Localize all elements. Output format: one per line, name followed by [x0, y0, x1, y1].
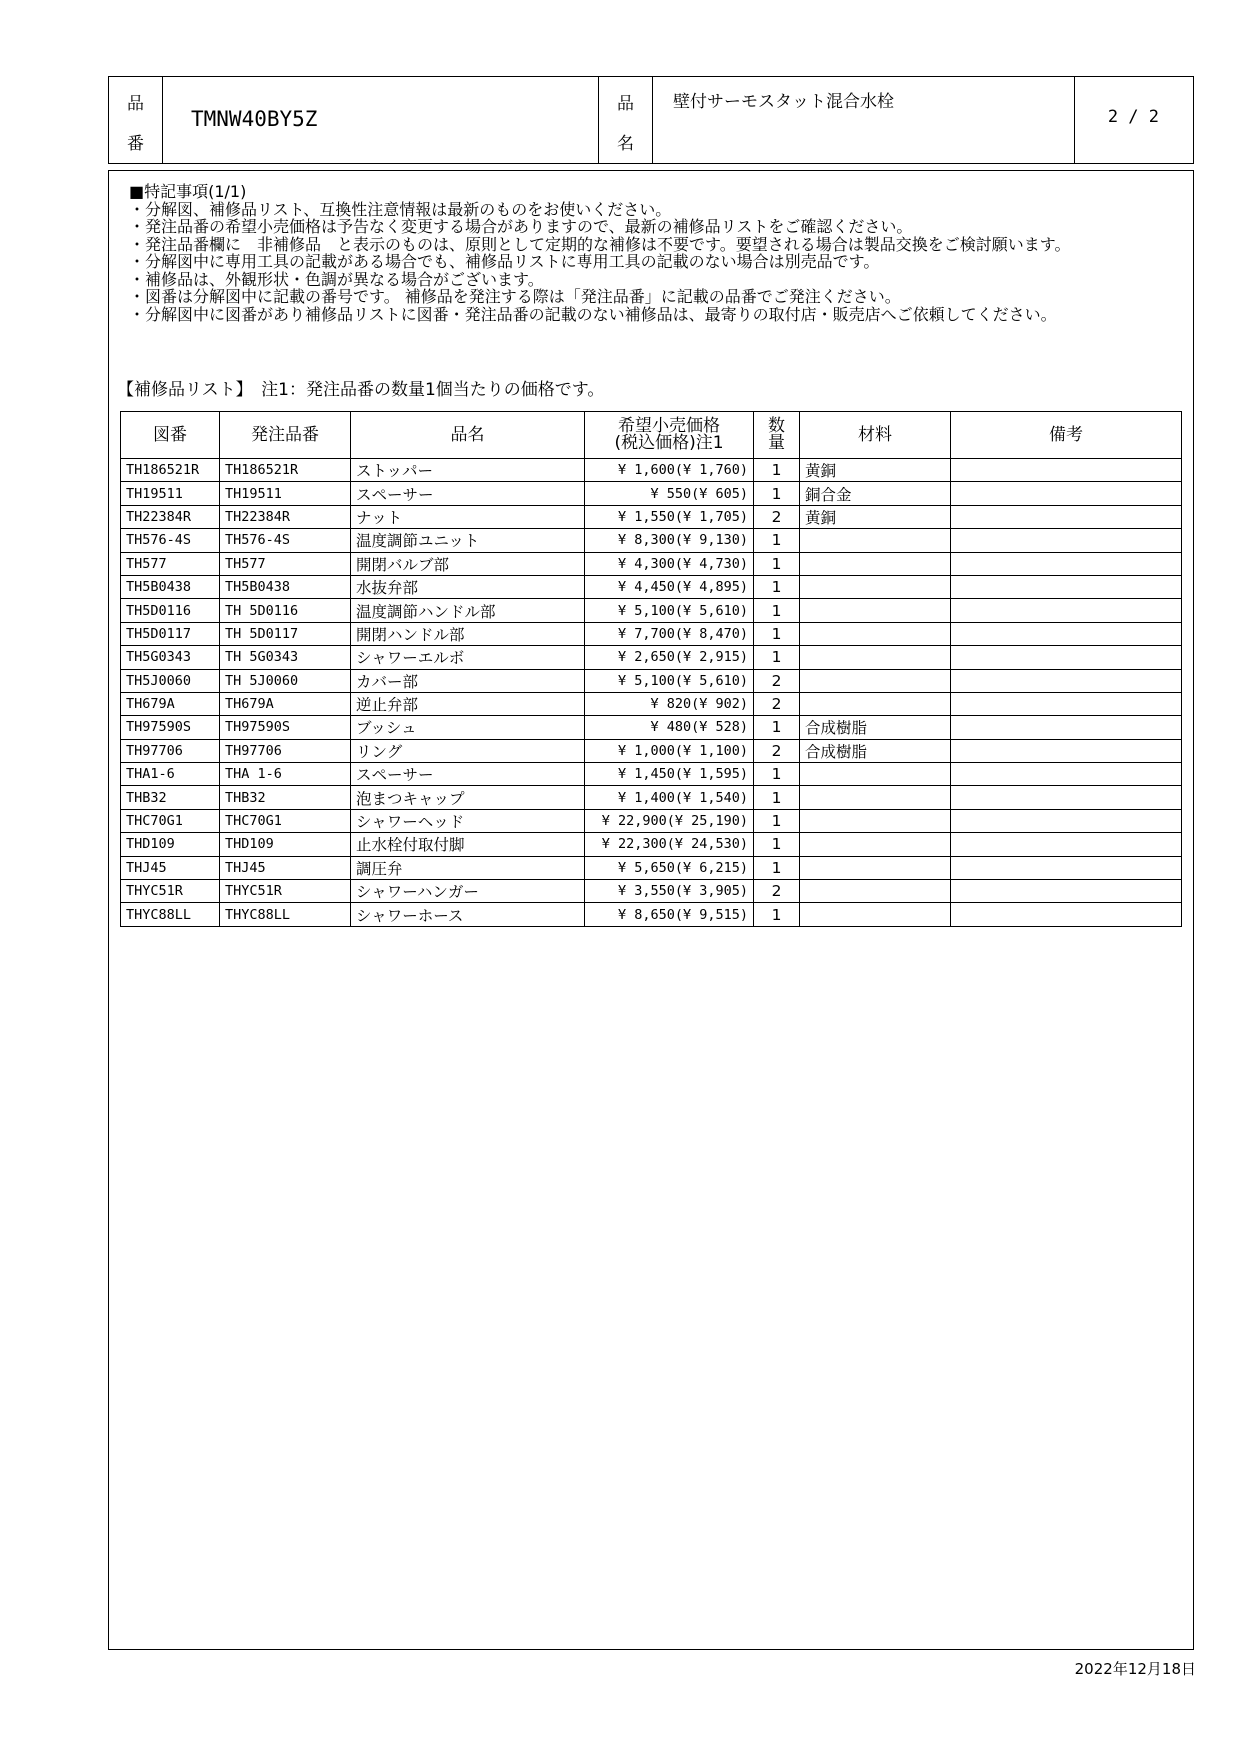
table-row [121, 459, 1182, 482]
cell-qty: 1 [754, 786, 800, 809]
cell-price: ¥ 820(¥ 902) [585, 692, 754, 715]
cell-material [800, 552, 951, 575]
cell-fig: TH22384R [121, 505, 220, 528]
cell-order: TH5B0438 [220, 575, 351, 598]
table-row [121, 692, 1182, 715]
cell-price: ¥ 4,300(¥ 4,730) [585, 552, 754, 575]
cell-material [800, 669, 951, 692]
cell-remarks [951, 505, 1182, 528]
cell-qty: 2 [754, 739, 800, 762]
note-line: ・補修品は、外観形状・色調が異なる場合がございます。 [129, 269, 544, 289]
cell-qty: 1 [754, 903, 800, 926]
cell-price: ¥ 5,100(¥ 5,610) [585, 669, 754, 692]
cell-order: TH97590S [220, 716, 351, 739]
col-remarks: 備考 [951, 412, 1182, 459]
table-row [121, 669, 1182, 692]
cell-name: 調圧弁 [351, 856, 585, 879]
cell-material [800, 622, 951, 645]
cell-remarks [951, 646, 1182, 669]
table-row [121, 482, 1182, 505]
cell-name: 泡まつキャップ [351, 786, 585, 809]
cell-material [800, 599, 951, 622]
cell-qty: 2 [754, 505, 800, 528]
cell-material [800, 809, 951, 832]
cell-fig: TH5D0116 [121, 599, 220, 622]
cell-order: THB32 [220, 786, 351, 809]
cell-order: THA 1-6 [220, 763, 351, 786]
table-row [121, 739, 1182, 762]
cell-order: THD109 [220, 833, 351, 856]
cell-fig: TH5G0343 [121, 646, 220, 669]
cell-price: ¥ 8,300(¥ 9,130) [585, 529, 754, 552]
cell-name: シャワーエルボ [351, 646, 585, 669]
col-name: 品名 [351, 412, 585, 459]
product-code-cell [163, 77, 599, 163]
cell-fig: TH186521R [121, 459, 220, 482]
cell-fig: THYC51R [121, 880, 220, 903]
footer-date: 2022年12月18日 [1074, 1660, 1196, 1678]
cell-price: ¥ 4,450(¥ 4,895) [585, 575, 754, 598]
cell-qty: 1 [754, 646, 800, 669]
table-row [121, 505, 1182, 528]
cell-fig: TH576-4S [121, 529, 220, 552]
cell-name: 温度調節ユニット [351, 529, 585, 552]
cell-price: ¥ 2,650(¥ 2,915) [585, 646, 754, 669]
note-line: ・分解図中に図番があり補修品リストに図番・発注品番の記載のない補修品は、最寄りの取付店・販売店へご依頼してください。 [129, 304, 1057, 324]
cell-order: TH19511 [220, 482, 351, 505]
cell-material [800, 903, 951, 926]
cell-qty: 1 [754, 529, 800, 552]
cell-material: 黄銅 [800, 505, 951, 528]
cell-name: シャワーホース [351, 903, 585, 926]
table-row [121, 599, 1182, 622]
cell-fig: TH679A [121, 692, 220, 715]
cell-material [800, 763, 951, 786]
table-row [121, 880, 1182, 903]
cell-qty: 1 [754, 459, 800, 482]
col-price-line2: (税込価格)注1 [614, 433, 724, 453]
cell-order: TH577 [220, 552, 351, 575]
cell-name: スペーサー [351, 482, 585, 505]
cell-name: 開閉ハンドル部 [351, 622, 585, 645]
table-row [121, 856, 1182, 879]
cell-remarks [951, 529, 1182, 552]
cell-material [800, 692, 951, 715]
cell-order: THYC51R [220, 880, 351, 903]
cell-price: ¥ 1,450(¥ 1,595) [585, 763, 754, 786]
cell-qty: 1 [754, 622, 800, 645]
cell-name: 逆止弁部 [351, 692, 585, 715]
cell-material [800, 833, 951, 856]
cell-material [800, 856, 951, 879]
table-row [121, 786, 1182, 809]
col-qty [754, 412, 800, 459]
cell-material [800, 529, 951, 552]
cell-order: TH186521R [220, 459, 351, 482]
cell-remarks [951, 692, 1182, 715]
notes-title: ■特記事項(1/1) [129, 182, 247, 201]
cell-remarks [951, 856, 1182, 879]
cell-order: TH576-4S [220, 529, 351, 552]
cell-order: THC70G1 [220, 809, 351, 832]
cell-remarks [951, 552, 1182, 575]
cell-material: 合成樹脂 [800, 716, 951, 739]
cell-material: 銅合金 [800, 482, 951, 505]
cell-order: TH 5G0343 [220, 646, 351, 669]
cell-remarks [951, 716, 1182, 739]
cell-remarks [951, 763, 1182, 786]
cell-fig: THA1-6 [121, 763, 220, 786]
code-label [109, 77, 163, 163]
name-label [599, 77, 653, 163]
cell-remarks [951, 482, 1182, 505]
cell-price: ¥ 5,650(¥ 6,215) [585, 856, 754, 879]
cell-name: カバー部 [351, 669, 585, 692]
cell-remarks [951, 669, 1182, 692]
cell-remarks [951, 880, 1182, 903]
cell-price: ¥ 480(¥ 528) [585, 716, 754, 739]
note-line: ・分解図、補修品リスト、互換性注意情報は最新のものをお使いください。 [129, 199, 672, 219]
cell-name: シャワーハンガー [351, 880, 585, 903]
table-row [121, 552, 1182, 575]
cell-qty: 1 [754, 599, 800, 622]
col-material: 材料 [800, 412, 951, 459]
cell-name: スペーサー [351, 763, 585, 786]
cell-order: THJ45 [220, 856, 351, 879]
cell-material: 黄銅 [800, 459, 951, 482]
cell-qty: 2 [754, 692, 800, 715]
cell-fig: TH5J0060 [121, 669, 220, 692]
code-label-2: 番 [127, 134, 144, 154]
main-box [108, 170, 1194, 1650]
col-qty-line2: 量 [768, 433, 785, 453]
cell-name: 開閉バルブ部 [351, 552, 585, 575]
parts-list-title: 【補修品リスト】 注1：発注品番の数量1個当たりの価格です。 [117, 380, 605, 400]
col-fig: 図番 [121, 412, 220, 459]
cell-qty: 1 [754, 763, 800, 786]
cell-fig: TH577 [121, 552, 220, 575]
page-number-cell [1075, 77, 1193, 163]
cell-remarks [951, 599, 1182, 622]
cell-name: リング [351, 739, 585, 762]
table-row [121, 716, 1182, 739]
cell-fig: TH97706 [121, 739, 220, 762]
cell-qty: 2 [754, 669, 800, 692]
cell-name: 温度調節ハンドル部 [351, 599, 585, 622]
cell-material [800, 646, 951, 669]
cell-fig: TH19511 [121, 482, 220, 505]
table-row [121, 529, 1182, 552]
cell-price: ¥ 5,100(¥ 5,610) [585, 599, 754, 622]
cell-material [800, 575, 951, 598]
cell-qty: 2 [754, 880, 800, 903]
header-box [108, 76, 1194, 164]
product-name: 壁付サーモスタット混合水栓 [673, 92, 894, 112]
table-row [121, 646, 1182, 669]
cell-fig: THJ45 [121, 856, 220, 879]
note-line: ・分解図中に専用工具の記載がある場合でも、補修品リストに専用工具の記載のない場合は別売品です。 [129, 252, 880, 271]
cell-order: TH22384R [220, 505, 351, 528]
cell-price: ¥ 7,700(¥ 8,470) [585, 622, 754, 645]
cell-qty: 1 [754, 575, 800, 598]
cell-qty: 1 [754, 482, 800, 505]
col-qty-line1: 数 [768, 416, 785, 436]
special-notes [129, 183, 1189, 323]
cell-qty: 1 [754, 552, 800, 575]
cell-order: TH97706 [220, 739, 351, 762]
cell-name: 水抜弁部 [351, 575, 585, 598]
code-label-1: 品 [127, 94, 144, 114]
cell-price: ¥ 3,550(¥ 3,905) [585, 880, 754, 903]
col-price-line1: 希望小売価格 [618, 416, 720, 436]
cell-fig: THD109 [121, 833, 220, 856]
cell-price: ¥ 1,600(¥ 1,760) [585, 459, 754, 482]
cell-fig: TH97590S [121, 716, 220, 739]
cell-remarks [951, 459, 1182, 482]
cell-price: ¥ 1,400(¥ 1,540) [585, 786, 754, 809]
cell-order: THYC88LL [220, 903, 351, 926]
cell-remarks [951, 833, 1182, 856]
cell-fig: THC70G1 [121, 809, 220, 832]
name-label-1: 品 [617, 94, 634, 114]
cell-fig: THYC88LL [121, 903, 220, 926]
table-row [121, 833, 1182, 856]
product-name-cell [653, 77, 1075, 163]
note-line: ・発注品番の希望小売価格は予告なく変更する場合がありますので、最新の補修品リストをご確認ください。 [129, 217, 913, 236]
cell-order: TH679A [220, 692, 351, 715]
cell-remarks [951, 786, 1182, 809]
note-line: ・発注品番欄に 非補修品 と表示のものは、原則として定期的な補修は不要です。要望される場合は製品交換をご検討願います。 [129, 234, 1071, 254]
cell-name: ブッシュ [351, 716, 585, 739]
notes-list [129, 201, 1189, 324]
cell-price: ¥ 8,650(¥ 9,515) [585, 903, 754, 926]
cell-price: ¥ 22,900(¥ 25,190) [585, 809, 754, 832]
col-price [585, 412, 754, 459]
cell-qty: 1 [754, 856, 800, 879]
cell-name: ナット [351, 505, 585, 528]
cell-fig: TH5D0117 [121, 622, 220, 645]
product-code: TMNW40BY5Z [191, 107, 318, 131]
cell-price: ¥ 1,550(¥ 1,705) [585, 505, 754, 528]
table-header-row [121, 412, 1182, 459]
cell-name: ストッパー [351, 459, 585, 482]
cell-remarks [951, 622, 1182, 645]
table-row [121, 622, 1182, 645]
table-row [121, 809, 1182, 832]
table-body [121, 459, 1182, 927]
cell-order: TH 5D0116 [220, 599, 351, 622]
cell-name: 止水栓付取付脚 [351, 833, 585, 856]
cell-price: ¥ 1,000(¥ 1,100) [585, 739, 754, 762]
table-row [121, 903, 1182, 926]
col-order: 発注品番 [220, 412, 351, 459]
cell-price: ¥ 550(¥ 605) [585, 482, 754, 505]
cell-material: 合成樹脂 [800, 739, 951, 762]
cell-name: シャワーヘッド [351, 809, 585, 832]
cell-remarks [951, 575, 1182, 598]
name-label-2: 名 [617, 134, 634, 154]
parts-table [120, 411, 1182, 927]
cell-qty: 1 [754, 716, 800, 739]
cell-price: ¥ 22,300(¥ 24,530) [585, 833, 754, 856]
cell-order: TH 5J0060 [220, 669, 351, 692]
cell-fig: THB32 [121, 786, 220, 809]
cell-remarks [951, 739, 1182, 762]
cell-qty: 1 [754, 809, 800, 832]
cell-remarks [951, 809, 1182, 832]
cell-qty: 1 [754, 833, 800, 856]
page-number: 2 / 2 [1107, 107, 1159, 127]
table-row [121, 763, 1182, 786]
note-line: ・図番は分解図中に記載の番号です。 補修品を発注する際は「発注品番」に記載の品番でご発注ください。 [129, 287, 901, 306]
table-row [121, 575, 1182, 598]
cell-order: TH 5D0117 [220, 622, 351, 645]
cell-material [800, 786, 951, 809]
cell-fig: TH5B0438 [121, 575, 220, 598]
cell-material [800, 880, 951, 903]
cell-remarks [951, 903, 1182, 926]
